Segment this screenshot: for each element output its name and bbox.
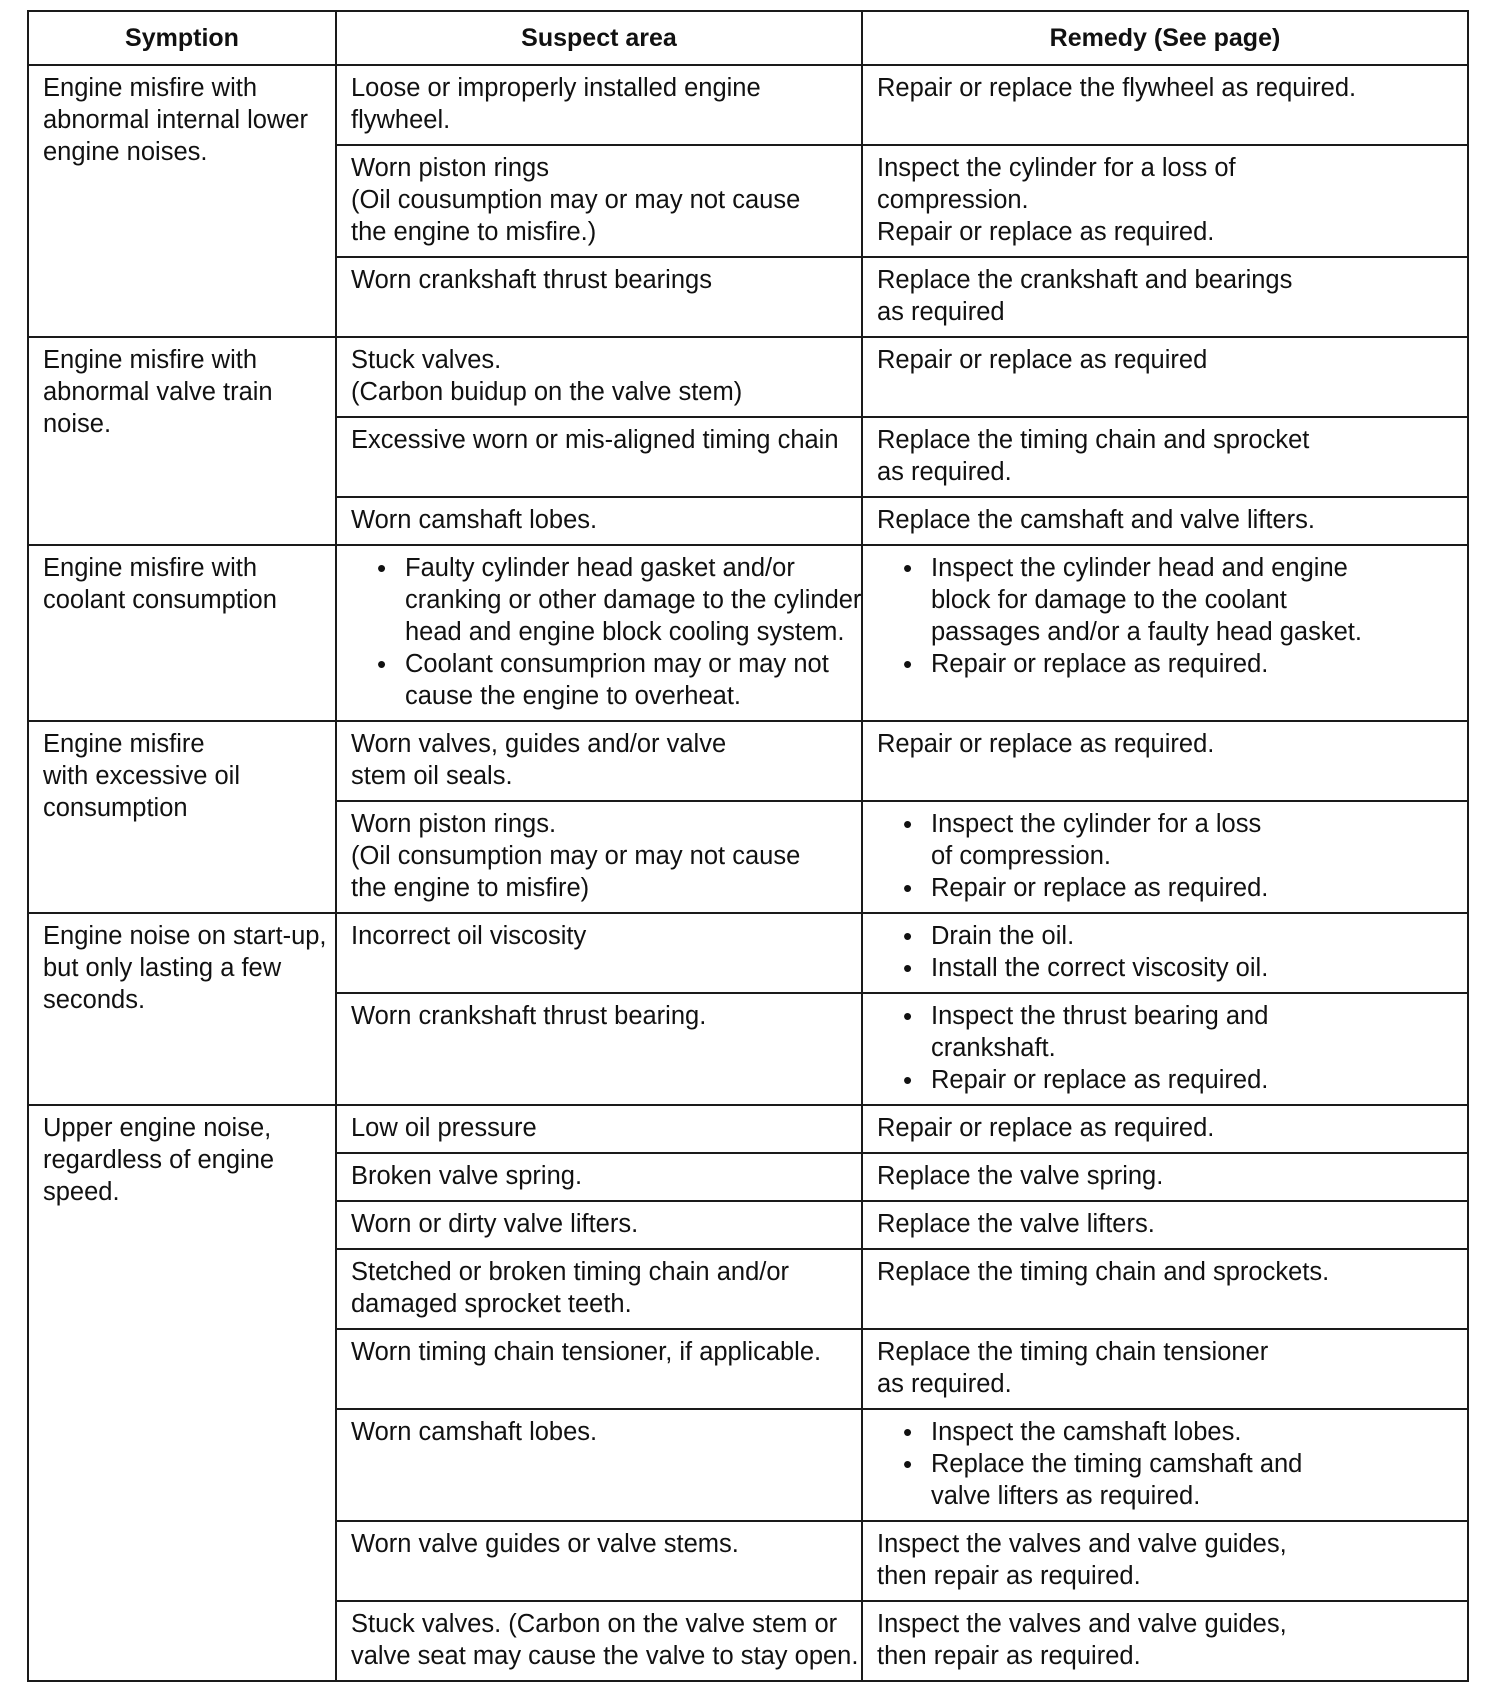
symptom-cell xyxy=(28,721,336,913)
text-line: the engine to misfire.) xyxy=(351,218,597,246)
suspect-area-cell xyxy=(336,337,862,417)
remedy-bullet xyxy=(903,808,1453,872)
text-line: as required. xyxy=(877,1370,1012,1398)
remedy-cell xyxy=(862,497,1468,545)
table-body xyxy=(28,65,1468,1681)
text-line: • Coolant consumprion may or may not xyxy=(405,650,829,678)
text-line: Replace the timing chain and sprockets. xyxy=(877,1258,1330,1286)
remedy-cell xyxy=(862,1249,1468,1329)
suspect-area-cell xyxy=(336,497,862,545)
suspect-bullet xyxy=(377,552,862,648)
remedy-cell xyxy=(862,257,1468,337)
text-line: abnormal internal lower xyxy=(43,106,309,134)
remedy-cell xyxy=(862,1409,1468,1521)
text-line: with excessive oil xyxy=(43,762,240,790)
remedy-cell xyxy=(862,337,1468,417)
text-line: Broken valve spring. xyxy=(351,1162,583,1190)
text-line: Engine misfire xyxy=(43,730,205,758)
table-row xyxy=(28,913,1468,993)
suspect-area-cell xyxy=(336,721,862,801)
remedy-bullet xyxy=(903,952,1453,984)
text-line: Inspect the valves and valve guides, xyxy=(877,1530,1287,1558)
text-line: block for damage to the coolant xyxy=(931,586,1287,614)
text-line: Engine misfire with xyxy=(43,346,257,374)
document-page xyxy=(27,10,1467,1682)
symptom-cell xyxy=(28,65,336,337)
symptom-cell xyxy=(28,545,336,721)
text-line: Worn or dirty valve lifters. xyxy=(351,1210,639,1238)
text-line: Stuck valves. xyxy=(351,346,502,374)
text-line: engine noises. xyxy=(43,138,208,166)
text-line: Worn valves, guides and/or valve xyxy=(351,730,727,758)
text-line: Engine misfire with xyxy=(43,74,257,102)
diagnosis-table xyxy=(27,10,1469,1682)
suspect-area-cell xyxy=(336,801,862,913)
remedy-bullet xyxy=(903,1000,1453,1064)
text-line: Replace the crankshaft and bearings xyxy=(877,266,1293,294)
suspect-area-cell xyxy=(336,65,862,145)
text-line: Worn crankshaft thrust bearings xyxy=(351,266,712,294)
text-line: Repair or replace as required. xyxy=(877,1114,1215,1142)
suspect-area-cell xyxy=(336,545,862,721)
text-line: • Faulty cylinder head gasket and/or xyxy=(405,554,795,582)
suspect-area-cell xyxy=(336,257,862,337)
text-line: • Inspect the cylinder head and engine xyxy=(931,554,1348,582)
table-row xyxy=(28,65,1468,145)
text-line: Engine noise on start-up, xyxy=(43,922,327,950)
remedy-cell xyxy=(862,417,1468,497)
suspect-area-cell xyxy=(336,913,862,993)
text-line: • Inspect the cylinder for a loss xyxy=(931,810,1262,838)
text-line: valve lifters as required. xyxy=(931,1482,1201,1510)
remedy-bullet xyxy=(903,1448,1453,1512)
text-line: Excessive worn or mis-aligned timing chain xyxy=(351,426,839,454)
text-line: Replace the timing chain and sprocket xyxy=(877,426,1310,454)
header-suspect-area: Suspect area xyxy=(336,11,862,65)
text-line: • Install the correct viscosity oil. xyxy=(931,954,1269,982)
remedy-cell xyxy=(862,1521,1468,1601)
remedy-list xyxy=(877,808,1453,904)
remedy-cell xyxy=(862,1601,1468,1681)
text-line: • Repair or replace as required. xyxy=(931,650,1269,678)
text-line: (Oil consumption may or may not cause xyxy=(351,842,801,870)
remedy-bullet xyxy=(903,552,1453,648)
remedy-bullet xyxy=(903,872,1453,904)
suspect-area-cell xyxy=(336,145,862,257)
text-line: • Repair or replace as required. xyxy=(931,874,1269,902)
text-line: Engine misfire with xyxy=(43,554,257,582)
suspect-area-cell xyxy=(336,1521,862,1601)
text-line: cause the engine to overheat. xyxy=(405,682,741,710)
text-line: the engine to misfire) xyxy=(351,874,590,902)
suspect-list xyxy=(351,552,862,712)
remedy-bullet xyxy=(903,1064,1453,1096)
remedy-cell xyxy=(862,913,1468,993)
remedy-cell xyxy=(862,721,1468,801)
text-line: • Drain the oil. xyxy=(931,922,1075,950)
remedy-bullet xyxy=(903,648,1453,680)
text-line: Worn crankshaft thrust bearing. xyxy=(351,1002,707,1030)
suspect-area-cell xyxy=(336,1409,862,1521)
suspect-bullet xyxy=(377,648,847,712)
text-line: Replace the camshaft and valve lifters. xyxy=(877,506,1315,534)
text-line: Worn piston rings xyxy=(351,154,549,182)
text-line: Inspect the cylinder for a loss of xyxy=(877,154,1236,182)
header-row xyxy=(28,11,1468,65)
suspect-area-cell xyxy=(336,1249,862,1329)
text-line: as required xyxy=(877,298,1005,326)
text-line: stem oil seals. xyxy=(351,762,513,790)
text-line: as required. xyxy=(877,458,1012,486)
text-line: Incorrect oil viscosity xyxy=(351,922,587,950)
table-row xyxy=(28,545,1468,721)
text-line: head and engine block cooling system. xyxy=(405,618,845,646)
text-line: Repair or replace as required xyxy=(877,346,1208,374)
text-line: valve seat may cause the valve to stay open. xyxy=(351,1642,859,1670)
text-line: • Replace the timing camshaft and xyxy=(931,1450,1303,1478)
text-line: cranking or other damage to the cylinder xyxy=(405,586,862,614)
suspect-area-cell xyxy=(336,1153,862,1201)
text-line: Upper engine noise, xyxy=(43,1114,272,1142)
text-line: Replace the timing chain tensioner xyxy=(877,1338,1269,1366)
text-line: Worn timing chain tensioner, if applicable. xyxy=(351,1338,822,1366)
text-line: flywheel. xyxy=(351,106,451,134)
symptom-cell xyxy=(28,337,336,545)
table-row xyxy=(28,337,1468,417)
remedy-cell xyxy=(862,993,1468,1105)
suspect-area-cell xyxy=(336,993,862,1105)
text-line: • Inspect the camshaft lobes. xyxy=(931,1418,1242,1446)
text-line: • Repair or replace as required. xyxy=(931,1066,1269,1094)
text-line: (Carbon buidup on the valve stem) xyxy=(351,378,743,406)
text-line: Loose or improperly installed engine xyxy=(351,74,761,102)
table-row xyxy=(28,721,1468,801)
text-line: compression. xyxy=(877,186,1029,214)
text-line: Repair or replace as required. xyxy=(877,730,1215,758)
text-line: Worn piston rings. xyxy=(351,810,557,838)
text-line: Replace the valve lifters. xyxy=(877,1210,1155,1238)
text-line: crankshaft. xyxy=(931,1034,1056,1062)
header-remedy: Remedy (See page) xyxy=(862,11,1468,65)
remedy-cell xyxy=(862,801,1468,913)
text-line: Worn valve guides or valve stems. xyxy=(351,1530,739,1558)
suspect-area-cell xyxy=(336,1201,862,1249)
remedy-cell xyxy=(862,145,1468,257)
suspect-area-cell xyxy=(336,1601,862,1681)
text-line: then repair as required. xyxy=(877,1642,1141,1670)
text-line: then repair as required. xyxy=(877,1562,1141,1590)
remedy-list xyxy=(877,552,1453,680)
remedy-cell xyxy=(862,1201,1468,1249)
remedy-list xyxy=(877,1416,1453,1512)
remedy-cell xyxy=(862,65,1468,145)
text-line: Stuck valves. (Carbon on the valve stem or xyxy=(351,1610,838,1638)
text-line: Stetched or broken timing chain and/or xyxy=(351,1258,790,1286)
text-line: Low oil pressure xyxy=(351,1114,537,1142)
suspect-area-cell xyxy=(336,1329,862,1409)
text-line: Replace the valve spring. xyxy=(877,1162,1164,1190)
text-line: coolant consumption xyxy=(43,586,277,614)
text-line: Worn camshaft lobes. xyxy=(351,506,598,534)
text-line: damaged sprocket teeth. xyxy=(351,1290,632,1318)
text-line: abnormal valve train xyxy=(43,378,273,406)
remedy-cell xyxy=(862,1153,1468,1201)
remedy-bullet xyxy=(903,1416,1453,1448)
table-row xyxy=(28,1105,1468,1153)
text-line: but only lasting a few xyxy=(43,954,282,982)
text-line: • Inspect the thrust bearing and xyxy=(931,1002,1269,1030)
text-line: of compression. xyxy=(931,842,1111,870)
text-line: Repair or replace the flywheel as required. xyxy=(877,74,1357,102)
symptom-cell xyxy=(28,913,336,1105)
text-line: Worn camshaft lobes. xyxy=(351,1418,598,1446)
suspect-area-cell xyxy=(336,1105,862,1153)
remedy-cell xyxy=(862,1105,1468,1153)
text-line: seconds. xyxy=(43,986,146,1014)
text-line: Inspect the valves and valve guides, xyxy=(877,1610,1287,1638)
remedy-bullet xyxy=(903,920,1453,952)
text-line: Repair or replace as required. xyxy=(877,218,1215,246)
text-line: speed. xyxy=(43,1178,120,1206)
text-line: consumption xyxy=(43,794,188,822)
text-line: noise. xyxy=(43,410,112,438)
header-symptom: Symption xyxy=(28,11,336,65)
remedy-list xyxy=(877,920,1453,984)
suspect-area-cell xyxy=(336,417,862,497)
remedy-list xyxy=(877,1000,1453,1096)
symptom-cell xyxy=(28,1105,336,1681)
remedy-cell xyxy=(862,545,1468,721)
text-line: regardless of engine xyxy=(43,1146,275,1174)
text-line: passages and/or a faulty head gasket. xyxy=(931,618,1362,646)
remedy-cell xyxy=(862,1329,1468,1409)
text-line: (Oil cousumption may or may not cause xyxy=(351,186,801,214)
